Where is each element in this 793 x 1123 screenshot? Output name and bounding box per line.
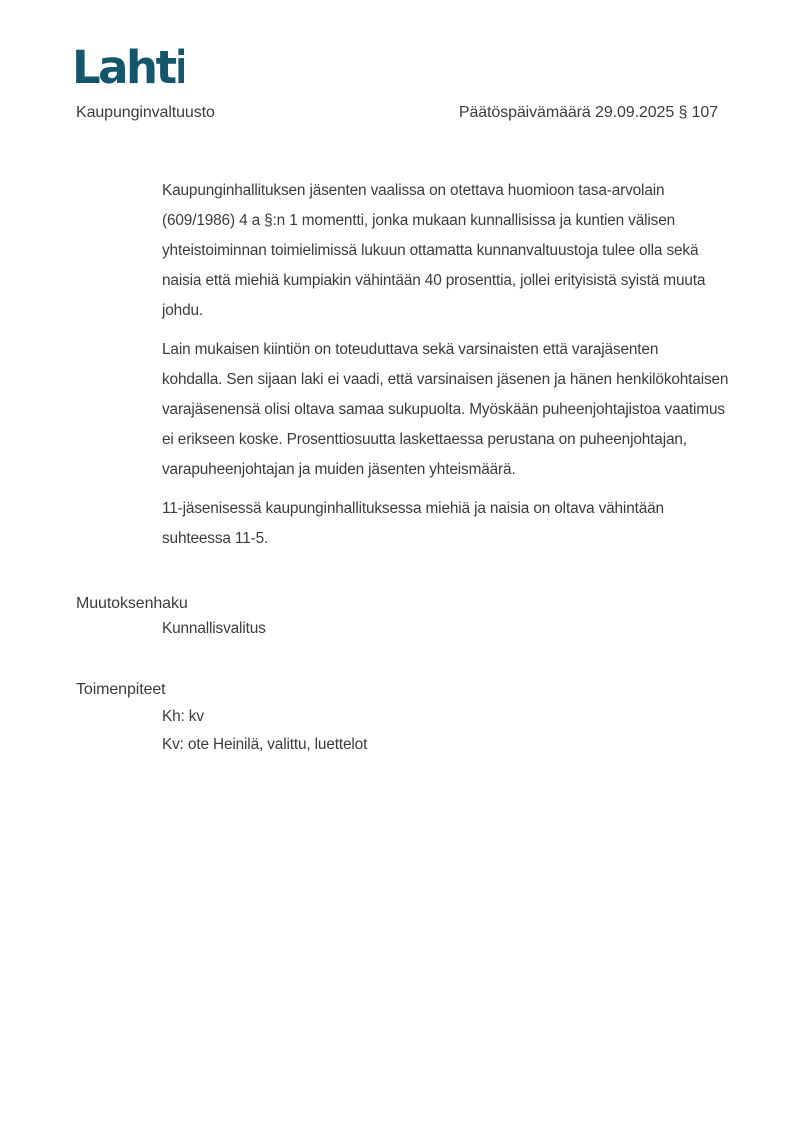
lahti-logo (72, 40, 184, 94)
lahti-logo-image (72, 40, 184, 94)
text-line: 11-jäsenisessä kaupunginhallituksessa miehiä ja naisia on oltava vähintään (162, 500, 664, 517)
text-line: yhteistoiminnan toimielimissä lukuun ottamatta kunnanvaltuustoja tulee olla sekä (162, 242, 699, 259)
text-line: varapuheenjohtajan ja muiden jäsenten yhteismäärä. (162, 461, 516, 478)
text-line: Lain mukaisen kiintiön on toteuduttava sekä varsinaisten että varajäsenten (162, 341, 659, 358)
body-text (162, 176, 729, 563)
toimenpiteet-line-kh: Kh: kv (162, 708, 204, 725)
text-line: varajäsenensä olisi oltava samaa sukupuolta. Myöskään puheenjohtajistoa vaatimus (162, 401, 725, 418)
decision-date: Päätöspäivämäärä 29.09.2025 § 107 (458, 104, 718, 121)
paragraph-2 (162, 335, 729, 485)
document-header (76, 104, 718, 122)
text-line: Kaupunginhallituksen jäsenten vaalissa on otettava huomioon tasa-arvolain (162, 182, 665, 199)
section-heading-toimenpiteet: Toimenpiteet (76, 681, 166, 698)
muutoksenhaku-content: Kunnallisvalitus (162, 620, 266, 637)
paragraph-1 (162, 176, 718, 326)
text-line: ei erikseen koske. Prosenttiosuutta laskettaessa perustana on puheenjohtajan, (162, 431, 687, 448)
toimenpiteet-line-kv: Kv: ote Heinilä, valittu, luettelot (162, 736, 368, 753)
text-line: (609/1986) 4 a §:n 1 momentti, jonka mukaan kunnallisissa ja kuntien välisen (162, 212, 676, 229)
text-line: kohdalla. Sen sijaan laki ei vaadi, että varsinaisen jäsenen ja hänen henkilökohtaisen (162, 371, 729, 388)
org-unit-name: Kaupunginvaltuusto (76, 104, 215, 121)
text-line: naisia että miehiä kumpiakin vähintään 40 prosenttia, jollei erityisistä syistä muuta (162, 272, 706, 289)
paragraph-3 (162, 494, 718, 554)
lahti-logo-text: Lahti (72, 41, 184, 94)
text-line: johdu. (162, 302, 204, 319)
section-heading-muutoksenhaku: Muutoksenhaku (76, 595, 188, 612)
text-line: suhteessa 11-5. (162, 530, 269, 547)
